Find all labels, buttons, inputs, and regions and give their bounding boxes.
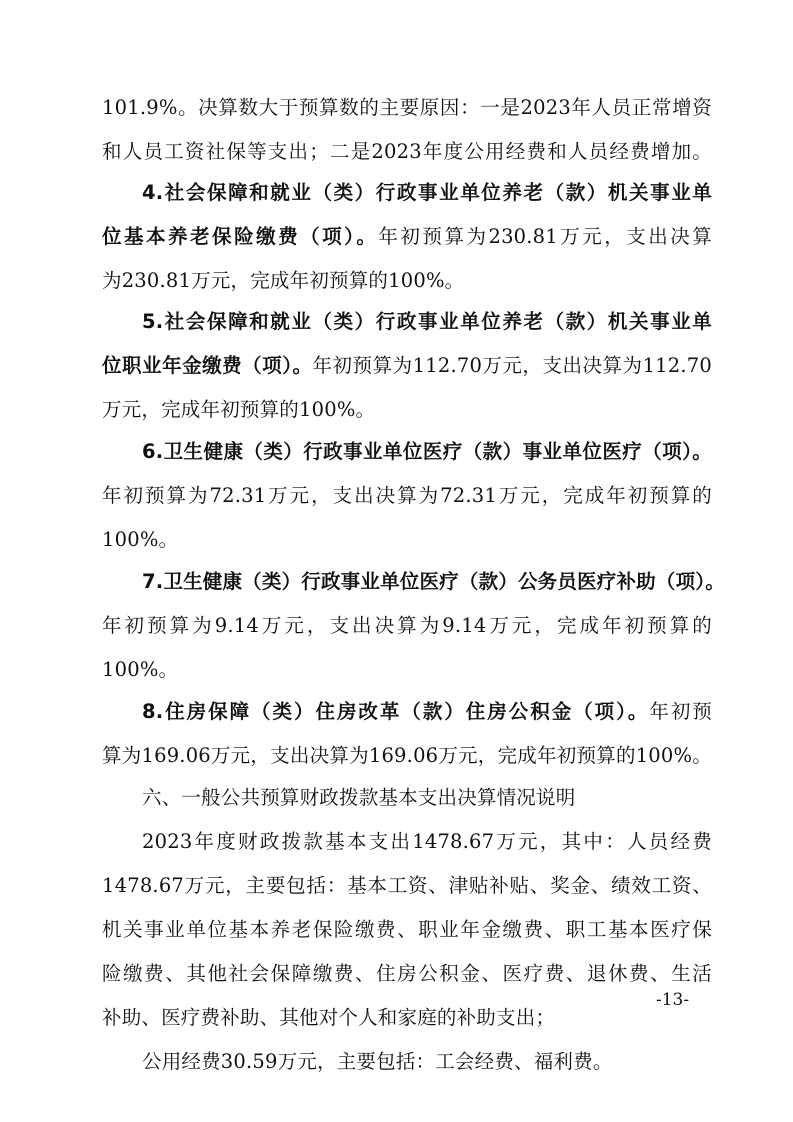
item4-line-2 xyxy=(102,215,712,259)
item5-title-line-2: 位职业年金缴费（项）。 xyxy=(102,354,313,377)
item4-text-line-3: 为230.81万元，完成年初预算的100%。 xyxy=(102,269,465,292)
item8-text-line-1: 年初预 xyxy=(649,700,712,723)
section6-line-1: 2023年度财政拨款基本支出1478.67万元，其中：人员经费 xyxy=(142,830,712,853)
item6-title-line-1: 6.卫生健康（类）行政事业单位医疗（款）事业单位医疗（项）。 xyxy=(142,440,712,463)
item5-text-line-2: 年初预算为112.70万元，支出决算为112.70 xyxy=(312,354,713,377)
item5-line-2 xyxy=(102,344,712,388)
item7-text-line-3: 100%。 xyxy=(102,658,179,681)
section6-line-6: 公用经费30.59万元，主要包括：工会经费、福利费。 xyxy=(142,1050,613,1073)
item5-title-line-1: 5.社会保障和就业（类）行政事业单位养老（款）机关事业单 xyxy=(142,310,712,333)
item8-text-line-2: 算为169.06万元，支出决算为169.06万元，完成年初预算的100%。 xyxy=(102,744,712,767)
item6-text-line-3: 100%。 xyxy=(102,528,179,551)
section6-line-4: 险缴费、其他社会保障缴费、住房公积金、医疗费、退休费、生活 xyxy=(102,962,712,985)
paragraph-continuation-line-1: 101.9%。决算数大于预算数的主要原因：一是2023年人员正常增资 xyxy=(102,96,712,119)
section6-line-2: 1478.67万元，主要包括：基本工资、津贴补贴、奖金、绩效工资、 xyxy=(102,874,712,897)
section6-heading: 六、一般公共预算财政拨款基本支出决算情况说明 xyxy=(142,786,576,809)
item6-text-line-2: 年初预算为72.31万元，支出决算为72.31万元，完成年初预算的 xyxy=(102,484,712,507)
item4-title-line-1: 4.社会保障和就业（类）行政事业单位养老（款）机关事业单 xyxy=(142,181,712,204)
item4-text-line-2: 年初预算为230.81万元，支出决算 xyxy=(378,225,712,248)
section6-line-5: 补助、医疗费补助、其他对个人和家庭的补助支出； xyxy=(102,1006,556,1029)
paragraph-continuation-line-2: 和人员工资社保等支出；二是2023年度公用经费和人员经费增加。 xyxy=(102,140,712,163)
item8-line-1 xyxy=(142,690,712,734)
item4-title-line-2: 位基本养老保险缴费（项）。 xyxy=(102,225,379,248)
item7-text-line-2: 年初预算为9.14万元，支出决算为9.14万元，完成年初预算的 xyxy=(102,614,712,637)
item8-title-line-1: 8.住房保障（类）住房改革（款）住房公积金（项）。 xyxy=(142,700,650,723)
section6-line-3: 机关事业单位基本养老保险缴费、职业年金缴费、职工基本医疗保 xyxy=(102,918,712,941)
item7-title-line-1: 7.卫生健康（类）行政事业单位医疗（款）公务员医疗补助（项）。 xyxy=(142,570,725,593)
item5-text-line-3: 万元，完成年初预算的100%。 xyxy=(102,398,376,421)
page-number: -13- xyxy=(656,990,690,1010)
